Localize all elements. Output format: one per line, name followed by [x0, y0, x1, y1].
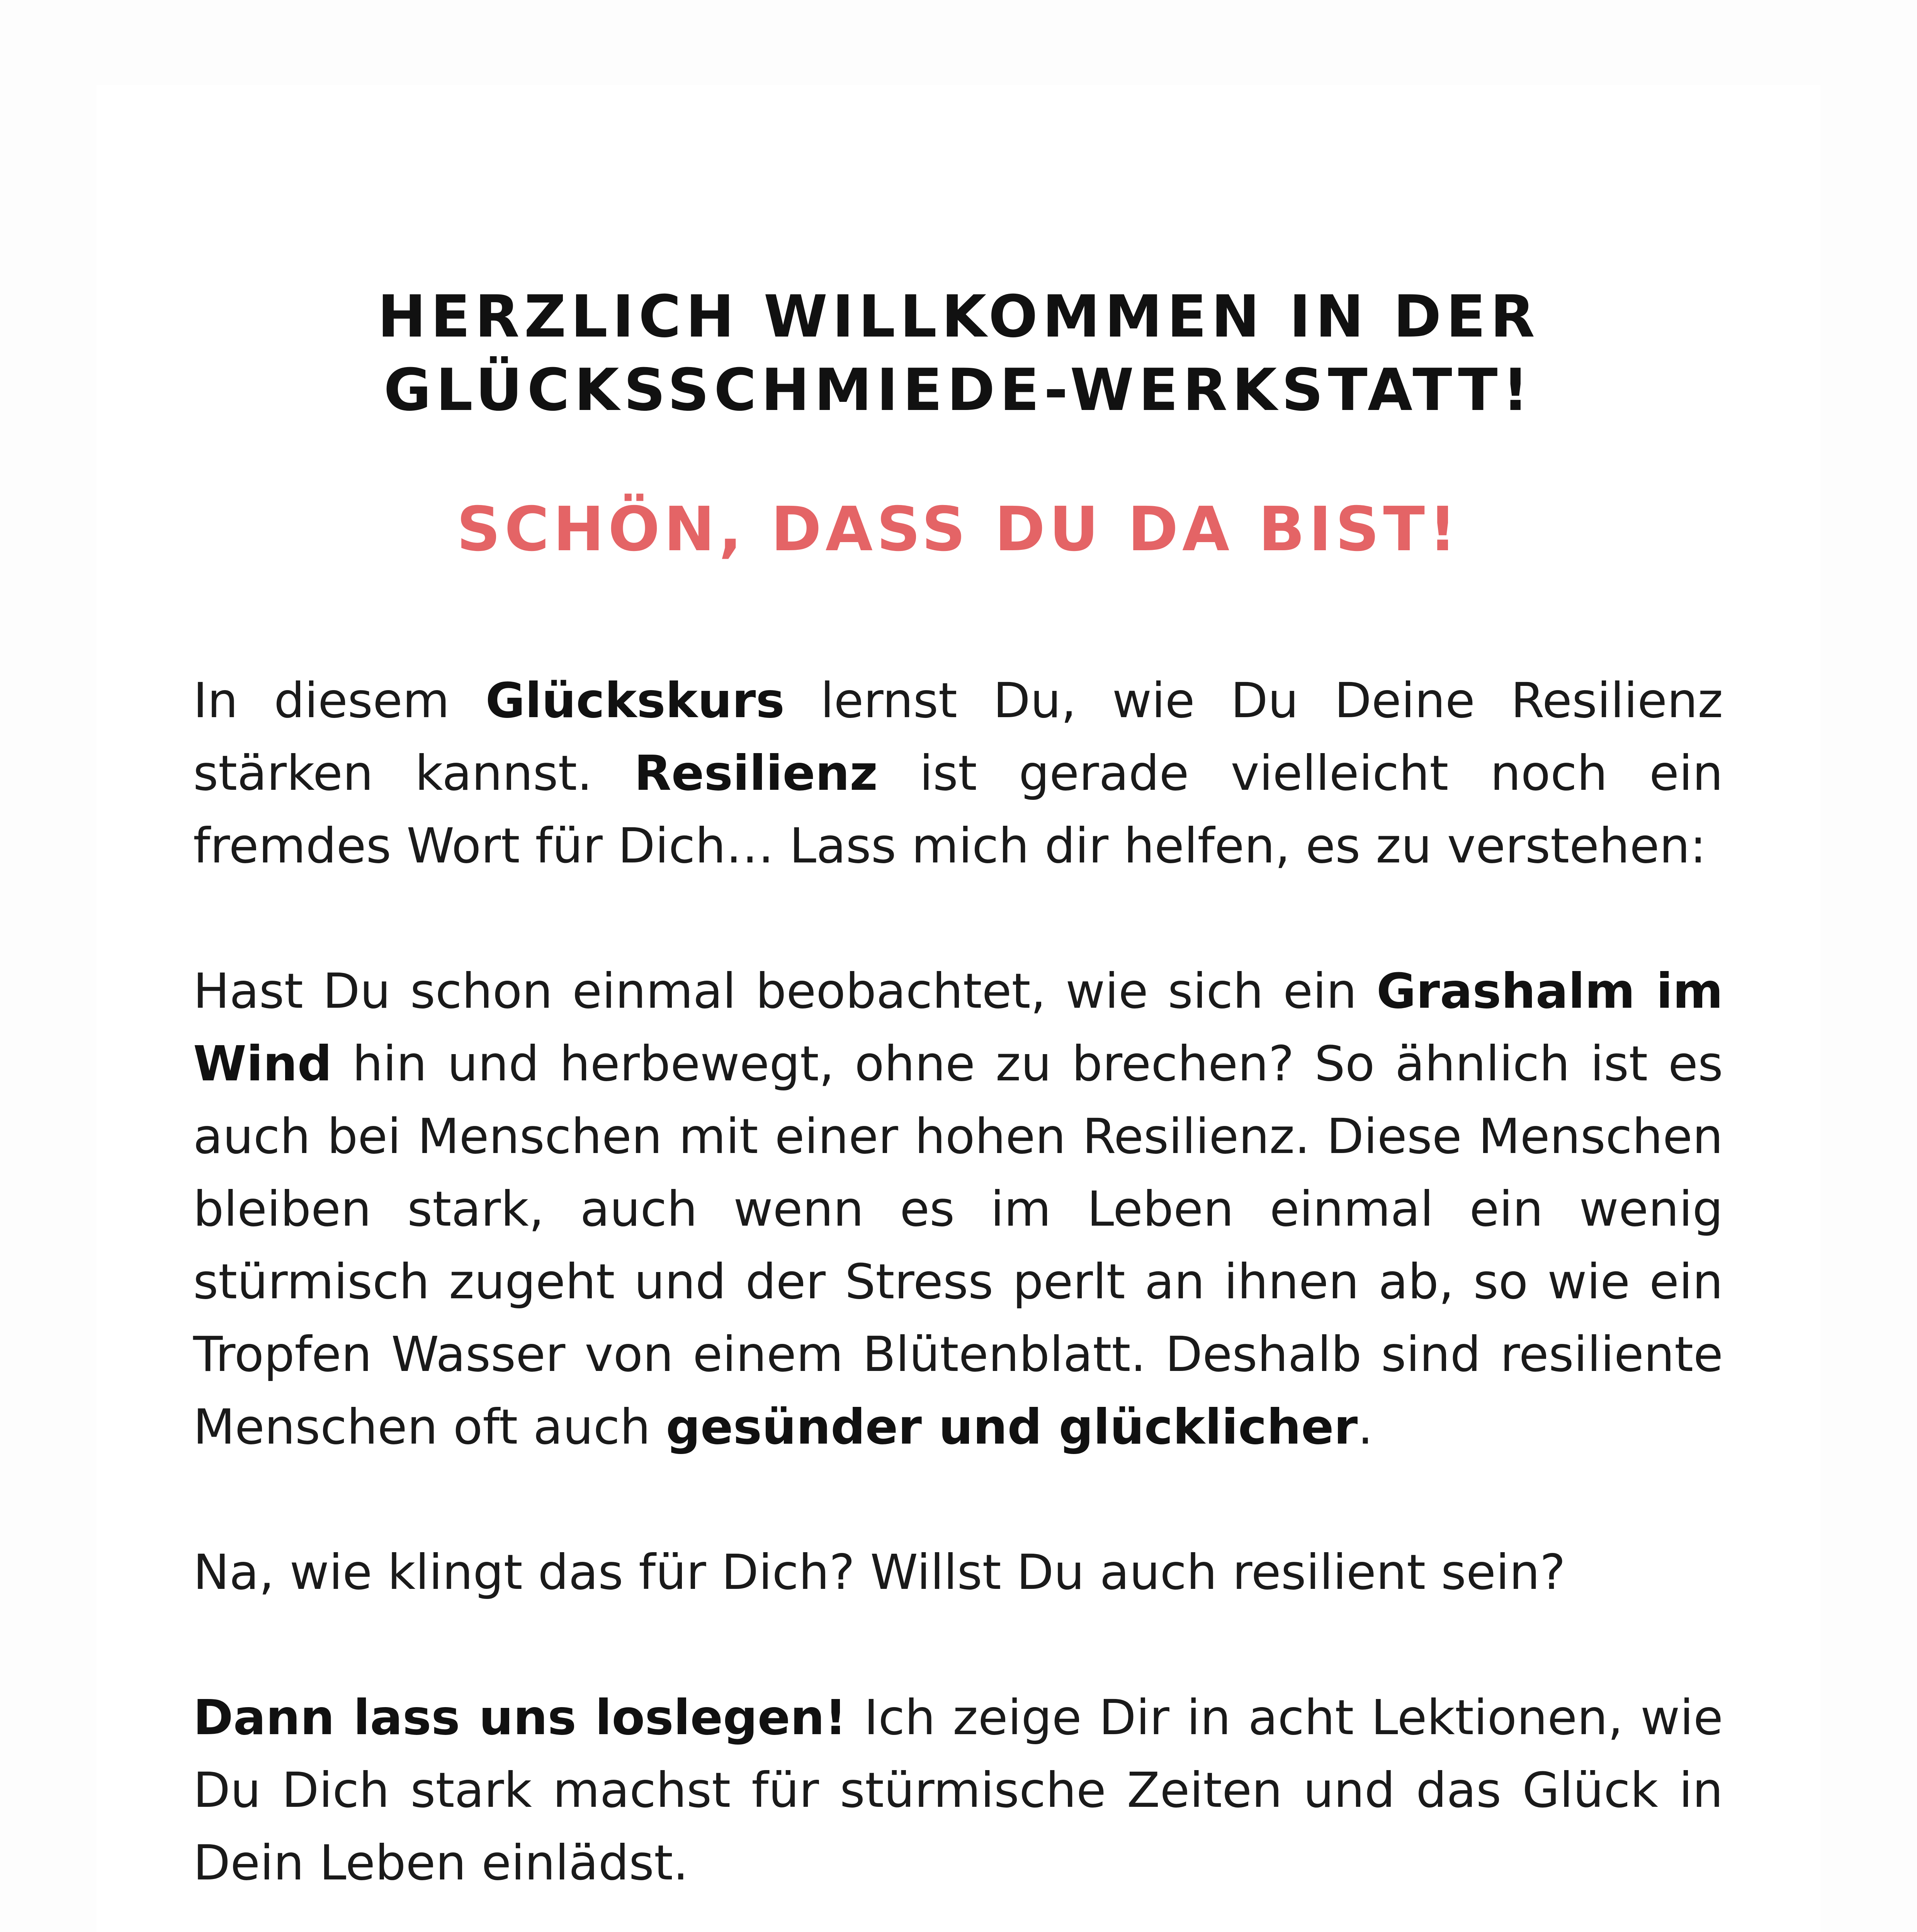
page-subtitle: SCHÖN, DASS DU DA BIST! [456, 494, 1461, 565]
text-run: Hast Du schon einmal beobachtet, wie sich ein [193, 963, 1377, 1019]
paragraph-grashalm [193, 955, 1723, 1464]
text-run: lernst Du, wie Du Deine Resilienz stärken kannst. [193, 673, 1723, 801]
bold-term-loslegen: Dann lass uns loslegen! [193, 1690, 847, 1746]
title-line-1: HERZLICH WILLKOMMEN IN DER [377, 283, 1540, 350]
bold-term-gesuender: gesünder und glücklicher [666, 1399, 1358, 1455]
bold-term-grashalm: Grashalm im Wind [193, 963, 1723, 1092]
text-run: . [1358, 1399, 1373, 1455]
text-run: ist gerade vielleicht noch ein fremdes Wort für Dich… Lass mich dir helfen, es zu verstehen: [193, 745, 1723, 874]
paragraph-question: Na, wie klingt das für Dich? Willst Du auch resilient sein? [193, 1544, 1566, 1600]
title-line-2: GLÜCKSSCHMIEDE-WERKSTATT! [384, 357, 1533, 424]
paragraph-call-to-action [193, 1682, 1723, 1900]
paragraph-intro [193, 665, 1723, 883]
page-title [0, 280, 1917, 427]
bold-term-glueckskurs: Glückskurs [485, 673, 785, 729]
text-run: In diesem [193, 673, 486, 729]
text-run: Ich zeige Dir in acht Lektionen, wie Du Dich stark machst für stürmische Zeiten und das Glück in Dein Leben einlädst. [193, 1690, 1723, 1891]
bold-term-resilienz: Resilienz [634, 745, 878, 801]
text-run: hin und herbewegt, ohne zu brechen? So ähnlich ist es auch bei Menschen mit einer hohen Resilienz. Diese Menschen bleiben stark, auch wenn es im Leben einmal ein wenig stürmisch zugeht und der Stress perlt an ihnen ab, so wie ein Tropfen Wasser von einem Blütenblatt. Deshalb sind resiliente Menschen oft auch [193, 1036, 1723, 1455]
body-text [193, 665, 1723, 1932]
